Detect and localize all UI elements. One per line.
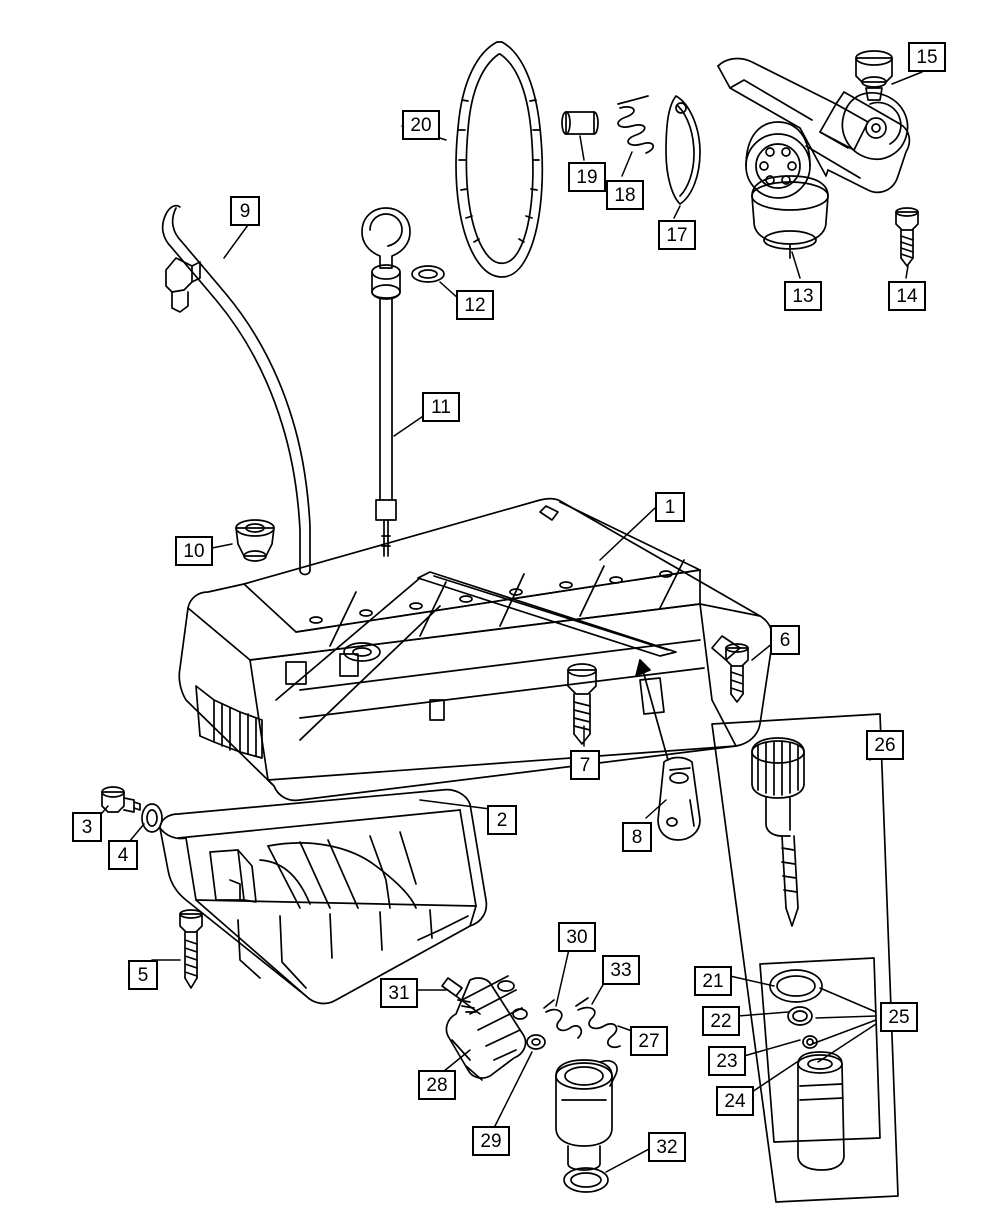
callout-32: 32 [648,1132,686,1162]
tube-seal [236,520,274,561]
tensioner-arm [666,96,700,204]
drain-plug [102,787,140,812]
callout-27: 27 [630,1026,668,1056]
bolt-6 [726,644,748,702]
callout-33: 33 [602,955,640,985]
callout-20: 20 [402,110,440,140]
callout-24: 24 [716,1086,754,1116]
callout-21: 21 [694,966,732,996]
spring [618,96,653,153]
callout-17: 17 [658,220,696,250]
oil-cooler-bolt [442,978,480,1014]
callout-23: 23 [708,1046,746,1076]
oil-pan-lower [160,790,486,1004]
dipstick [362,208,410,556]
callout-4: 4 [108,840,138,870]
filter-adapter-housing [556,1060,617,1170]
callout-26: 26 [866,730,904,760]
drain-plug-gasket [142,804,162,832]
callout-11: 11 [422,392,460,422]
callout-3: 3 [72,812,102,842]
callout-19: 19 [568,162,606,192]
oil-pan-upper-crankcase [179,499,772,801]
seal-ring [564,1168,608,1192]
oil-cooler-gasket [527,1035,545,1049]
callout-25: 25 [880,1002,918,1032]
callout-22: 22 [702,1006,740,1036]
o-ring [412,266,444,282]
callout-6: 6 [770,625,800,655]
callout-18: 18 [606,180,644,210]
callout-1: 1 [655,492,685,522]
callout-31: 31 [380,978,418,1008]
callout-2: 2 [487,805,517,835]
callout-5: 5 [128,960,158,990]
spacer-pin [562,112,598,134]
callout-7: 7 [570,750,600,780]
oil-pan-bolt [180,910,202,988]
callout-10: 10 [175,536,213,566]
callout-13: 13 [784,281,822,311]
callout-15: 15 [908,42,946,72]
callout-9: 9 [230,196,260,226]
callout-29: 29 [472,1126,510,1156]
callout-28: 28 [418,1070,456,1100]
stud-bolt [568,664,596,744]
oil-pump-bolt [896,208,918,266]
callout-30: 30 [558,922,596,952]
oil-pump-chain [456,42,542,277]
spring-27 [576,998,620,1047]
callout-14: 14 [888,281,926,311]
dipstick-tube [163,206,310,575]
oil-filter-assembly-panel [712,714,898,1202]
callout-12: 12 [456,290,494,320]
callout-8: 8 [622,822,652,852]
